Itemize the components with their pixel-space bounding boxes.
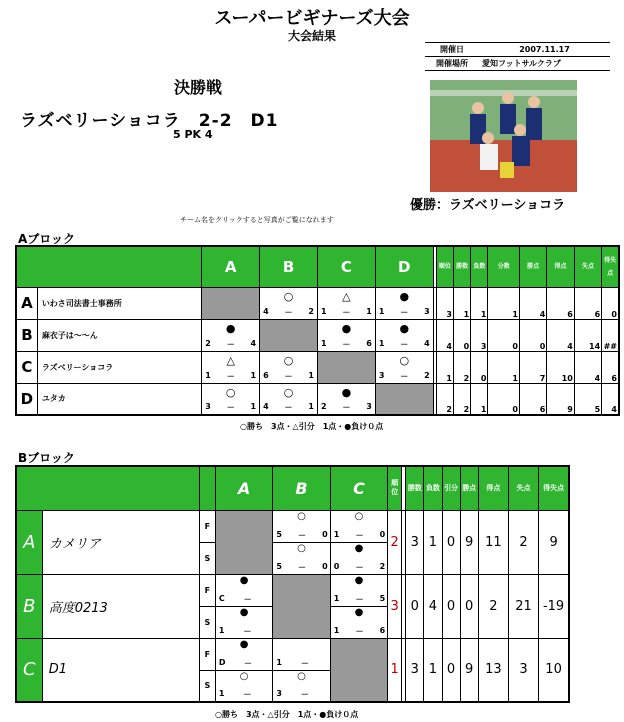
match-score (205, 339, 256, 350)
stat-header: 得失点 (539, 466, 569, 510)
match-result (260, 351, 318, 383)
stat-value: 1 (488, 351, 519, 383)
result-symbol: ● (341, 321, 352, 335)
score-right: 5 (379, 593, 386, 603)
stat-value: 0 (453, 319, 470, 351)
match-result (330, 542, 387, 574)
stat-value: 4 (547, 319, 574, 351)
stat-value: 1 (488, 287, 519, 319)
result-symbol: ● (354, 542, 364, 554)
page-subtitle: 大会結果 (287, 29, 336, 43)
stat-value: 1 (453, 287, 470, 319)
table-row (16, 287, 619, 319)
score-dash: － (226, 371, 235, 381)
score-right: 4 (424, 338, 430, 348)
score-right: 1 (250, 402, 257, 411)
final-score: ラズベリーショコラ 2-2 D1 (20, 111, 279, 131)
score-dash: － (400, 371, 409, 381)
team-name-link[interactable]: ユタカ (37, 383, 201, 415)
match-score (276, 530, 327, 541)
score-dash: － (226, 339, 235, 349)
stat-value: 11 (478, 510, 508, 574)
score-left: 1 (333, 529, 340, 539)
score-right: 0 (322, 529, 328, 539)
table-row (16, 638, 569, 670)
score-left: 2 (320, 402, 327, 411)
table-row (16, 510, 569, 542)
stat-value: 3 (471, 319, 488, 351)
score-right: 1 (366, 306, 372, 316)
match-score (205, 402, 256, 413)
col-header-c: C (317, 246, 375, 287)
stat-value: 9 (539, 510, 569, 574)
stat-value: 2 (508, 510, 538, 574)
match-result (260, 287, 318, 319)
result-symbol: ○ (297, 542, 306, 554)
stat-value: 1 (436, 351, 453, 383)
stat-value: 14 (574, 319, 601, 351)
result-symbol: ● (354, 574, 364, 586)
match-result (202, 319, 260, 351)
stat-value: 10 (547, 351, 574, 383)
score-left: 6 (263, 370, 269, 380)
stat-value: 4 (574, 351, 601, 383)
block-b-label: Bブロック (18, 451, 75, 465)
stat-value: 9 (547, 383, 574, 415)
table-row (16, 383, 619, 415)
match-score (263, 371, 314, 382)
row-letter: A (16, 287, 37, 319)
score-right: 3 (366, 402, 372, 411)
stat-header: 負数 (424, 466, 442, 510)
row-letter: C (16, 638, 42, 702)
score-left: 1 (333, 625, 340, 635)
table-row (16, 351, 619, 383)
stat-value: 6 (547, 287, 574, 319)
stat-value: 2 (453, 383, 470, 415)
result-symbol: ○ (354, 510, 364, 522)
stat-value: 0 (460, 574, 478, 638)
score-dash: － (298, 562, 307, 572)
block-a-legend: ○勝ち 3点・△引分 1点・●負け０点 (240, 422, 384, 431)
score-left: 1 (320, 338, 327, 348)
stat-header: 勝数 (453, 246, 470, 287)
stat-header: 勝点 (519, 246, 546, 287)
stat-value: 2 (453, 351, 470, 383)
match-result (375, 351, 433, 383)
score-left: 1 (218, 625, 225, 635)
half-label: F (199, 638, 215, 670)
match-result (330, 606, 387, 638)
block-a-header-blank (16, 246, 202, 287)
match-score (263, 402, 314, 413)
col-header-a: A (202, 246, 260, 287)
stat-header: 失点 (574, 246, 601, 287)
score-right: 6 (366, 338, 372, 348)
score-left: D (218, 657, 226, 667)
result-symbol: ● (399, 289, 410, 303)
half-label: F (199, 574, 215, 606)
stat-value: 6 (519, 383, 546, 415)
rank-value: 3 (388, 574, 402, 638)
score-dash: － (284, 307, 293, 317)
stat-value: 10 (539, 638, 569, 702)
score-dash: － (342, 339, 351, 349)
page-title: スーパービギナーズ大会 (214, 8, 410, 29)
match-result (215, 638, 272, 670)
score-left: 3 (276, 689, 282, 698)
score-dash: － (284, 371, 293, 381)
match-result (260, 383, 318, 415)
final-heading: 決勝戦 (174, 78, 223, 97)
match-result (317, 351, 375, 383)
stat-value: 1 (424, 510, 442, 574)
result-symbol: ○ (283, 289, 294, 303)
score-dash: － (355, 594, 364, 604)
match-result (330, 574, 387, 606)
result-symbol: △ (226, 353, 235, 367)
score-left: 1 (218, 689, 225, 698)
score-right: 6 (379, 625, 386, 635)
match-result (202, 383, 260, 415)
stat-value: 1 (471, 383, 488, 415)
result-symbol: ● (225, 321, 236, 335)
block-a-table (15, 245, 620, 416)
score-dash: － (243, 658, 252, 668)
result-symbol: ● (239, 638, 249, 650)
match-score (219, 594, 270, 605)
stat-value: 0 (471, 351, 488, 383)
match-result (317, 383, 375, 415)
row-letter: B (16, 574, 42, 638)
stat-value: 0 (488, 383, 519, 415)
stat-value: 4 (424, 574, 442, 638)
score-dash: － (400, 339, 409, 349)
result-symbol: ● (354, 606, 364, 618)
stat-value: 1 (424, 638, 442, 702)
stat-value: 9 (460, 510, 478, 574)
result-symbol: ○ (283, 353, 294, 367)
team-name-link[interactable]: 麻衣子は～～ん (37, 319, 201, 351)
team-photo[interactable] (430, 80, 577, 192)
rank-value: 2 (388, 510, 402, 574)
team-name-link[interactable]: カメリア (42, 510, 199, 574)
stat-header: 順位 (436, 246, 453, 287)
match-result (317, 287, 375, 319)
stat-value: 2 (478, 574, 508, 638)
stat-value: 7 (519, 351, 546, 383)
block-b-legend: ○勝ち 3点・△引分 1点・●負け０点 (215, 710, 359, 719)
stat-value: 1 (471, 287, 488, 319)
half-label: S (199, 542, 215, 574)
score-dash: － (342, 403, 351, 412)
col-header-b: B (273, 466, 330, 510)
block-a-label: Aブロック (18, 232, 76, 246)
match-score (334, 594, 385, 605)
table-row (16, 319, 619, 351)
half-label: S (199, 606, 215, 638)
score-left: 5 (276, 561, 282, 571)
score-dash: － (355, 530, 364, 540)
score-right: 2 (379, 561, 386, 571)
result-symbol: △ (342, 289, 351, 303)
score-dash: － (243, 626, 252, 636)
score-left: 1 (205, 370, 211, 380)
row-letter: C (16, 351, 37, 383)
match-score (334, 562, 385, 573)
score-left: 1 (276, 657, 282, 667)
score-right: 1 (308, 370, 314, 380)
stat-value: 3 (406, 638, 424, 702)
score-dash: － (298, 530, 307, 540)
stat-value: 4 (436, 319, 453, 351)
score-right: 0 (379, 529, 386, 539)
result-symbol: ○ (225, 385, 236, 399)
half-label: S (199, 670, 215, 702)
score-right: 2 (308, 306, 314, 316)
match-score (321, 307, 372, 318)
score-right: 1 (308, 402, 314, 411)
score-left: 4 (263, 402, 269, 411)
result-symbol: ○ (297, 670, 306, 682)
score-dash: － (355, 626, 364, 636)
score-right: 2 (424, 370, 430, 380)
match-result (273, 542, 330, 574)
col-header-c: C (330, 466, 387, 510)
stat-value: 3 (508, 638, 538, 702)
match-score (276, 689, 327, 700)
block-b-header-blank (16, 466, 199, 510)
row-letter: A (16, 510, 42, 574)
stat-value: 3 (406, 510, 424, 574)
row-letter: D (16, 383, 37, 415)
match-result (215, 606, 272, 638)
score-dash: － (400, 307, 409, 317)
score-left: 4 (263, 306, 269, 316)
score-dash: － (300, 690, 309, 699)
match-score (219, 626, 270, 637)
stat-value: 6 (602, 351, 619, 383)
match-result (375, 287, 433, 319)
score-right: 4 (250, 338, 257, 348)
match-result (260, 319, 318, 351)
score-dash: － (226, 403, 235, 412)
score-left: 1 (320, 306, 327, 316)
stat-header: 失点 (508, 466, 538, 510)
stat-value: 0 (442, 638, 460, 702)
score-left: 0 (333, 561, 340, 571)
stat-header: 順位 (388, 466, 402, 510)
match-result (215, 510, 272, 574)
stat-value: 6 (574, 287, 601, 319)
block-b-header-fs (199, 466, 215, 510)
score-left: 2 (205, 338, 211, 348)
match-result (273, 638, 330, 670)
score-left: 1 (333, 593, 340, 603)
score-left: 1 (378, 306, 385, 316)
match-score (219, 689, 270, 700)
score-dash: － (284, 403, 293, 412)
match-score (321, 402, 372, 413)
match-result (202, 287, 260, 319)
row-letter: B (16, 319, 37, 351)
result-symbol: ○ (399, 353, 410, 367)
match-result (215, 670, 272, 702)
match-result (273, 574, 330, 638)
stat-header: 引分 (442, 466, 460, 510)
team-photo-image (430, 80, 577, 192)
info-value: 愛知フットサルクラブ (479, 57, 610, 71)
stat-value: 2 (436, 383, 453, 415)
stat-value: 0 (442, 510, 460, 574)
team-name-link[interactable]: 高度0213 (42, 574, 199, 638)
stat-value: 5 (574, 383, 601, 415)
score-right: 1 (250, 370, 257, 380)
stat-header: 得失点 (602, 246, 619, 287)
stat-value: 4 (519, 287, 546, 319)
score-left: 1 (378, 338, 385, 348)
rank-value: 1 (388, 638, 402, 702)
score-dash: － (342, 307, 351, 317)
match-result (317, 319, 375, 351)
match-score (276, 562, 327, 573)
winner-text: 優勝：ラズベリーショコラ (410, 198, 566, 213)
match-result (330, 510, 387, 542)
match-score (379, 339, 430, 350)
score-dash: － (243, 690, 252, 699)
result-symbol: ● (239, 606, 249, 618)
match-score (379, 371, 430, 382)
info-key: 開催場所 (425, 57, 479, 71)
stat-value: 0 (602, 287, 619, 319)
result-symbol: ● (341, 385, 352, 399)
match-score (263, 307, 314, 318)
result-symbol: ○ (283, 385, 294, 399)
score-right: 3 (424, 306, 430, 316)
block-b-table (15, 465, 570, 703)
click-note: チーム名をクリックすると写真がご覧になれます (180, 216, 334, 224)
stat-value: ## (602, 319, 619, 351)
team-name-link[interactable]: ラズベリーショコラ (37, 351, 201, 383)
col-header-a: A (215, 466, 272, 510)
match-score (321, 339, 372, 350)
stat-header: 負数 (471, 246, 488, 287)
stat-value: 0 (519, 319, 546, 351)
score-left: 5 (276, 529, 282, 539)
score-left: 3 (378, 370, 385, 380)
result-symbol: ○ (239, 670, 249, 682)
stat-value: 0 (488, 319, 519, 351)
score-dash: － (300, 658, 309, 668)
col-header-d: D (375, 246, 433, 287)
score-dash: － (355, 562, 364, 572)
match-score (334, 626, 385, 637)
stat-value: 3 (436, 287, 453, 319)
match-result (273, 670, 330, 702)
match-result (273, 510, 330, 542)
stat-value: 21 (508, 574, 538, 638)
stat-value: 9 (460, 638, 478, 702)
match-result (202, 351, 260, 383)
stat-value: 0 (406, 574, 424, 638)
stat-header: 勝点 (460, 466, 478, 510)
stat-value: -19 (539, 574, 569, 638)
pk-score: 5 PK 4 (173, 128, 213, 141)
score-left: 3 (205, 402, 211, 411)
result-symbol: ○ (297, 510, 306, 522)
result-symbol: ● (399, 321, 410, 335)
match-score (276, 658, 327, 669)
match-result (375, 319, 433, 351)
table-row (16, 574, 569, 606)
match-result (375, 383, 433, 415)
match-score (205, 371, 256, 382)
col-header-b: B (260, 246, 318, 287)
team-name-link[interactable]: いわさ司法書士事務所 (37, 287, 201, 319)
stat-header: 得点 (478, 466, 508, 510)
match-score (334, 530, 385, 541)
match-result (330, 638, 387, 702)
stat-value: 0 (442, 574, 460, 638)
score-right: 0 (322, 561, 328, 571)
score-left: C (218, 593, 225, 603)
info-value: 2007.11.17 (479, 43, 610, 57)
stat-value: 13 (478, 638, 508, 702)
stat-value: 4 (602, 383, 619, 415)
stat-header: 分数 (488, 246, 519, 287)
match-result (215, 574, 272, 606)
stat-header: 得点 (547, 246, 574, 287)
half-label: F (199, 510, 215, 542)
info-key: 開催日 (425, 43, 479, 57)
team-name-link[interactable]: D1 (42, 638, 199, 702)
match-score (379, 307, 430, 318)
stat-header: 勝数 (406, 466, 424, 510)
event-info-table (425, 42, 610, 71)
match-score (219, 658, 270, 669)
score-dash: － (243, 594, 252, 604)
result-symbol: ● (239, 574, 249, 586)
